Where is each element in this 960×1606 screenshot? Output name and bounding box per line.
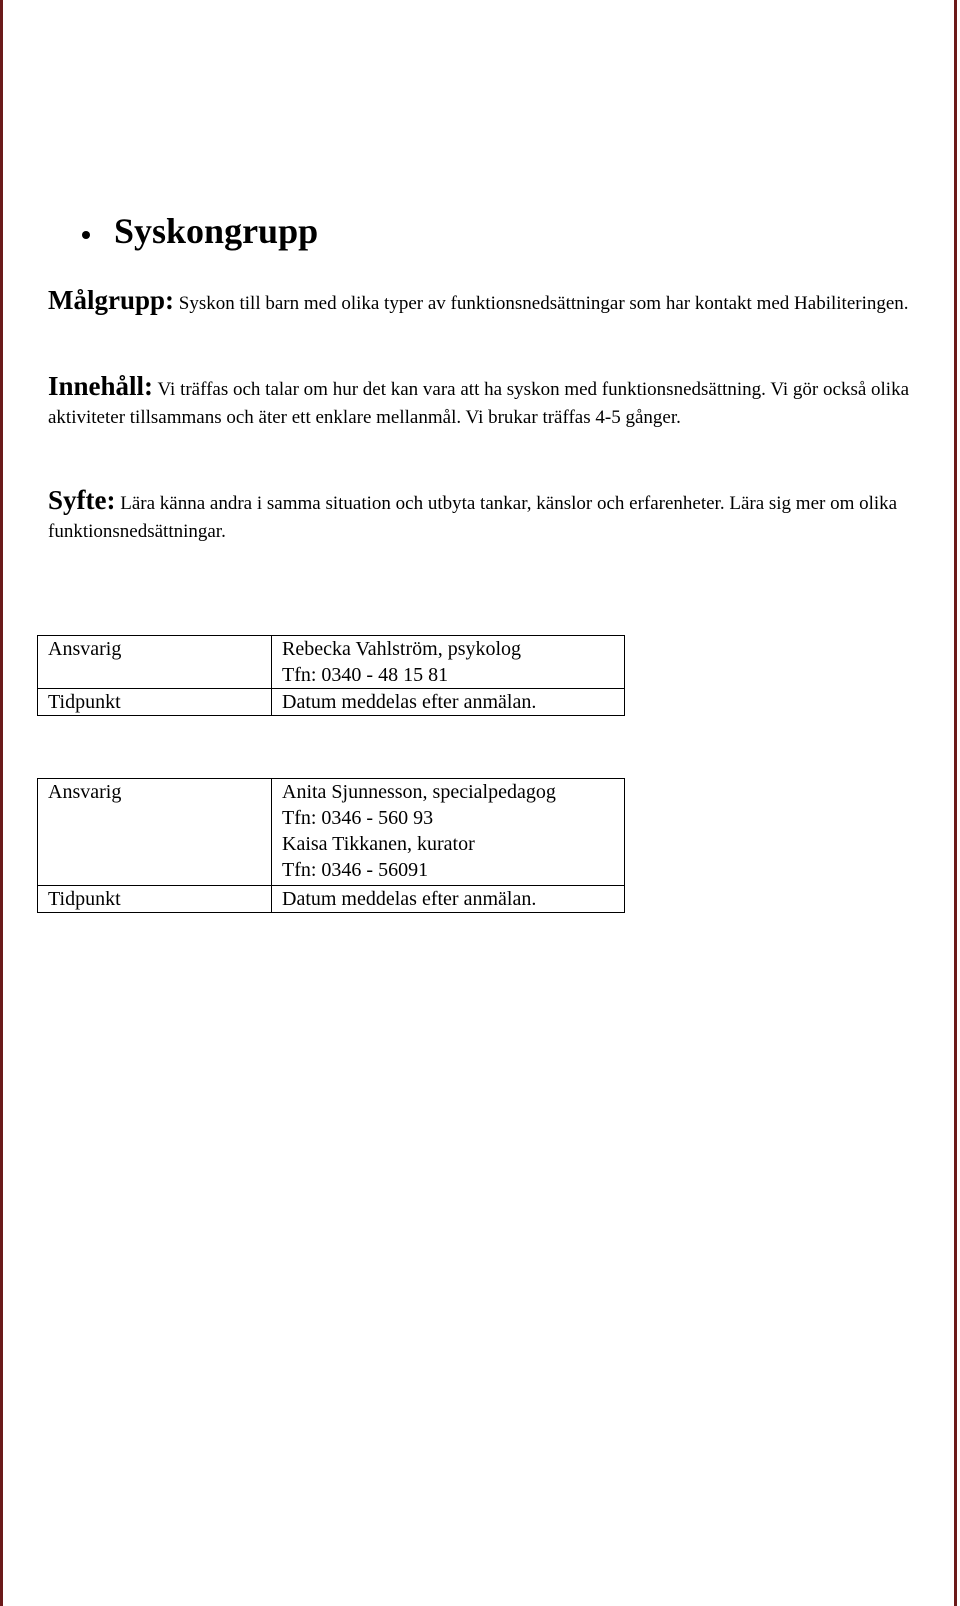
syfte-label: Syfte:: [48, 485, 116, 515]
innehall-label: Innehåll:: [48, 371, 154, 401]
malgrupp-label: Målgrupp:: [48, 285, 175, 315]
syfte-text: Lära känna andra i samma situation och utbyta tankar, känslor och erfarenheter. Lära sig mer om olika funktionsnedsättningar.: [48, 493, 898, 542]
syfte-paragraph: [48, 486, 918, 546]
table-key-cell: Ansvarig: [38, 779, 272, 886]
table-key-cell: Tidpunkt: [38, 886, 272, 913]
bullet-icon: [82, 231, 90, 239]
contact-phone: Tfn: 0346 - 56091: [282, 859, 429, 881]
section-heading-row: [82, 212, 318, 252]
contact-table-1: [37, 635, 625, 716]
contact-person: Anita Sjunnesson, specialpedagog: [282, 781, 556, 803]
table-key-cell: Ansvarig: [38, 636, 272, 689]
contact-phone: Tfn: 0346 - 560 93: [282, 807, 434, 829]
contact-phone: Tfn: 0340 - 48 15 81: [282, 664, 449, 686]
table-value-cell: Datum meddelas efter anmälan.: [272, 886, 625, 913]
section-heading: Syskongrupp: [114, 211, 319, 251]
contact-table-2: [37, 778, 625, 913]
malgrupp-paragraph: [48, 286, 918, 318]
table-row: [38, 689, 625, 716]
table-key-cell: Tidpunkt: [38, 689, 272, 716]
page-border-left: [0, 0, 3, 1606]
page-border-right: [954, 0, 957, 1606]
malgrupp-text: Syskon till barn med olika typer av funktionsnedsättningar som har kontakt med Habiliteringen.: [174, 293, 909, 314]
table-value-cell: [272, 636, 625, 689]
table-value-cell: [272, 779, 625, 886]
contact-person: Rebecka Vahlström, psykolog: [282, 638, 522, 660]
innehall-paragraph: [48, 372, 918, 432]
contact-person: Kaisa Tikkanen, kurator: [282, 833, 475, 855]
table-value-cell: Datum meddelas efter anmälan.: [272, 689, 625, 716]
table-row: [38, 636, 625, 689]
table-row: [38, 779, 625, 886]
table-row: [38, 886, 625, 913]
innehall-text: Vi träffas och talar om hur det kan vara att ha syskon med funktionsnedsättning. Vi gör också olika aktiviteter tillsammans och äter ett enklare mellanmål. Vi brukar träffas 4-5 gånger.: [48, 379, 910, 428]
